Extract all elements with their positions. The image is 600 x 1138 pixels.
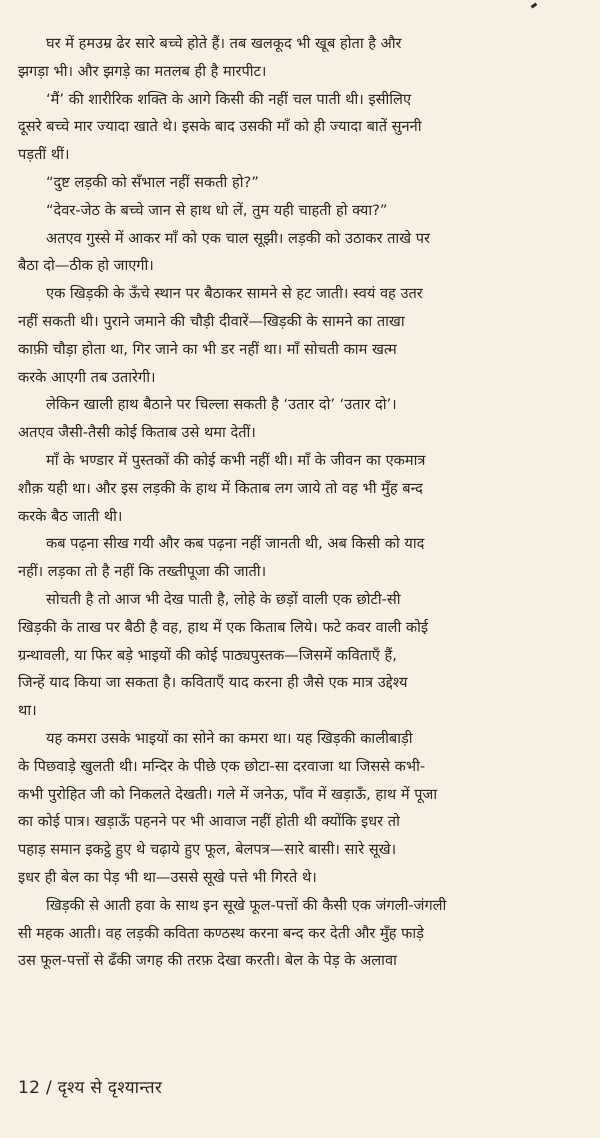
text-line: नहीं। लड़का तो है नहीं कि तख्तीपूजा की जाती। xyxy=(18,563,267,581)
text-line: उस फूल-पत्तों से ढँकी जगह की तरफ़ देखा करती। बेल के पेड़ के अलावा xyxy=(18,952,397,970)
book-title: दृश्य से दृश्यान्तर xyxy=(57,1078,163,1098)
text-line: झगड़ा भी। और झगड़े का मतलब ही है मारपीट। xyxy=(18,62,267,80)
text-line: यह कमरा उसके भाइयों का सोने का कमरा था। यह खिड़की कालीबाड़ी xyxy=(46,729,413,747)
text-line: पहाड़ समान इकट्ठे हुए थे चढ़ाये हुए फूल, बेलपत्र—सारे बासी। सारे सूखे। xyxy=(18,841,397,859)
text-line: पड़तीं थीं। xyxy=(18,146,70,164)
text-line: ‘मैं’ की शारीरिक शक्ति के आगे किसी की नहीं चल पाती थी। इसीलिए xyxy=(46,90,412,108)
body-text xyxy=(18,30,584,975)
text-line: करके आएगी तब उतारेगी। xyxy=(18,368,156,386)
text-line: कभी पुरोहित जी को निकलते देखती। गले में जनेऊ, पाँव में खड़ाऊँ, हाथ में पूजा xyxy=(18,785,438,803)
text-line: अतएव जैसी-तैसी कोई किताब उसे थमा देतीं। xyxy=(18,424,256,442)
text-line: ग्रन्थावली, या फिर बड़े भाइयों की कोई पाठ्यपुस्तक—जिसमें कविताएँ हैं, xyxy=(18,646,397,664)
text-line: एक खिड़की के ऊँचे स्थान पर बैठाकर सामने से हट जाती। स्वयं वह उतर xyxy=(46,285,423,303)
text-line: घर में हमउम्र ढेर सारे बच्चे होते हैं। तब खलकूद भी खूब होता है और xyxy=(46,35,402,52)
text-line: “दुष्ट लड़की को सँभाल नहीं सकती हो?” xyxy=(46,173,259,191)
text-line: सोचती है तो आज भी देख पाती है, लोहे के छड़ों वाली एक छोटी-सी xyxy=(46,590,401,608)
footer-separator: / xyxy=(45,1078,52,1098)
text-line: बैठा दो—ठीक हो जाएगी। xyxy=(18,257,154,275)
text-line: इधर ही बेल का पेड़ भी था—उससे सूखे पत्ते भी गिरते थे। xyxy=(18,868,317,886)
text-line: कब पढ़ना सीख गयी और कब पढ़ना नहीं जानती थी, अब किसी को याद xyxy=(46,535,425,553)
text-line: जिन्हें याद किया जा सकता है। कविताएँ याद करना ही जैसे एक मात्र उद्देश्य xyxy=(18,674,408,692)
text-line: करके बैठ जाती थी। xyxy=(18,507,123,525)
text-line: का कोई पात्र। खड़ाऊँ पहनने पर भी आवाज नहीं होती थी क्योंकि इधर तो xyxy=(18,813,400,831)
text-line: काफ़ी चौड़ा होता था, गिर जाने का भी डर नहीं था। माँ सोचती काम खत्म xyxy=(18,340,397,358)
text-line: दूसरे बच्चे मार ज्यादा खाते थे। इसके बाद उसकी माँ को ही ज्यादा बातें सुननी xyxy=(18,118,422,136)
text-line: खिड़की से आती हवा के साथ इन सूखे फूल-पत्तों की कैसी एक जंगली-जंगली xyxy=(46,896,447,914)
text-line: खिड़की के ताख पर बैठी है वह, हाथ में एक किताब लिये। फटे कवर वाली कोई xyxy=(18,618,429,636)
text-line: अतएव गुस्से में आकर माँ को एक चाल सूझी। लड़की को उठाकर ताखे पर xyxy=(46,229,431,247)
text-line: नहीं सकती थी। पुराने जमाने की चौड़ी दीवारें—खिड़की के सामने का ताखा xyxy=(18,312,405,330)
text-line: सी महक आती। वह लड़की कविता कण्ठस्थ करना बन्द कर देती और मुँह फाड़े xyxy=(18,924,424,942)
text-line: माँ के भण्डार में पुस्तकों की कोई कभी नहीं थी। माँ के जीवन का एकमात्र xyxy=(46,451,426,469)
text-line: था। xyxy=(18,702,37,720)
text-line: “देवर-जेठ के बच्चे जान से हाथ धो लें, तुम यही चाहती हो क्या?” xyxy=(46,201,388,219)
text-line: शौक़ यही था। और इस लड़की के हाथ में किताब लग जाये तो वह भी मुँह बन्द xyxy=(18,479,423,497)
page-number: 12 xyxy=(18,1078,41,1098)
ink-mark xyxy=(531,3,538,9)
text-line: लेकिन खाली हाथ बैठाने पर चिल्ला सकती है ‘उतार दो’ ‘उतार दो’। xyxy=(46,396,397,414)
text-line: के पिछवाड़े खुलती थी। मन्दिर के पीछे एक छोटा-सा दरवाजा था जिससे कभी- xyxy=(18,757,426,775)
page-footer xyxy=(18,1075,162,1098)
